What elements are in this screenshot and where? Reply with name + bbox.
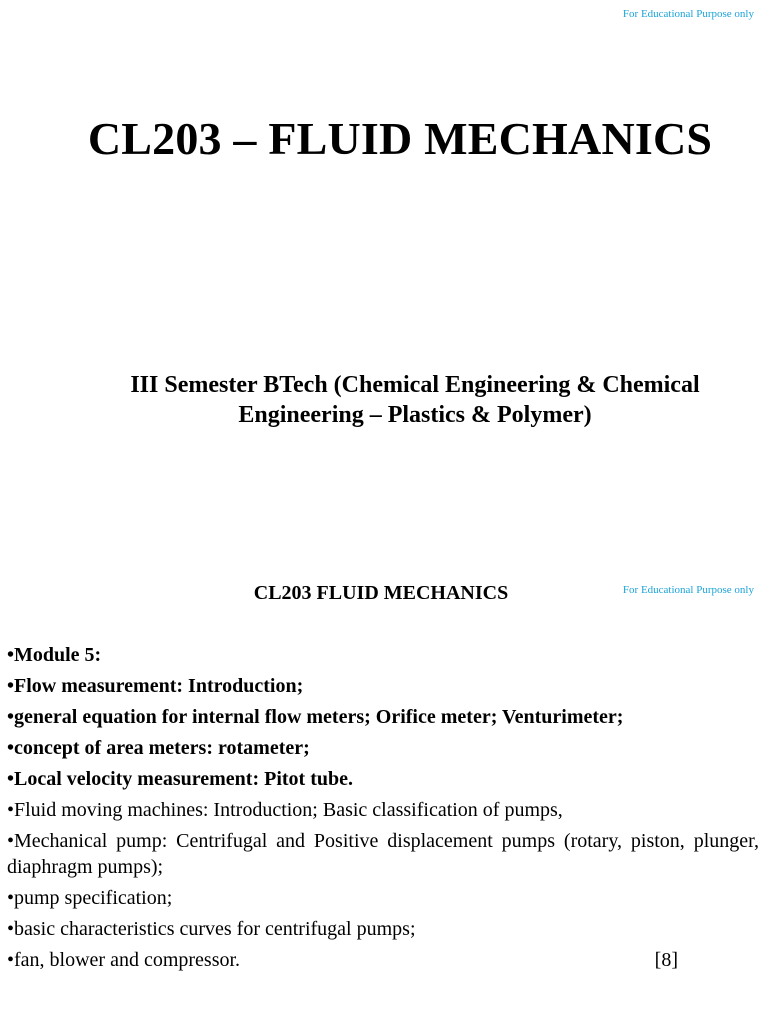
list-item: •basic characteristics curves for centrifugal pumps; [7,918,416,940]
watermark-text: For Educational Purpose only [622,584,754,596]
subtitle-line-1: III Semester BTech (Chemical Engineering & Chemical [130,372,700,398]
watermark-text: For Educational Purpose only [622,8,754,20]
marks-label: [8] [654,949,678,971]
syllabus-slide [0,576,768,1024]
list-item: •Module 5: [7,644,102,666]
slide-title: CL203 FLUID MECHANICS [253,582,509,604]
syllabus-list [7,642,759,978]
course-title: CL203 – FLUID MECHANICS [87,113,713,164]
list-item: •Flow measurement: Introduction; [7,675,304,697]
list-item: •general equation for internal flow meters; Orifice meter; Venturimeter; [7,706,624,728]
list-item: •Fluid moving machines: Introduction; Basic classification of pumps, [7,799,563,821]
list-item: •Local velocity measurement: Pitot tube. [7,768,353,790]
list-item: •pump specification; [7,887,173,909]
list-item-text: •fan, blower and compressor. [7,949,241,971]
subtitle-line-2: Engineering – Plastics & Polymer) [238,402,592,428]
list-item: •Mechanical pump: Centrifugal and Positive displacement pumps (rotary, piston, plunger, diaphragm pumps); [7,830,759,878]
course-subtitle [60,370,768,430]
list-item: •concept of area meters: rotameter; [7,737,310,759]
list-item [7,947,759,973]
